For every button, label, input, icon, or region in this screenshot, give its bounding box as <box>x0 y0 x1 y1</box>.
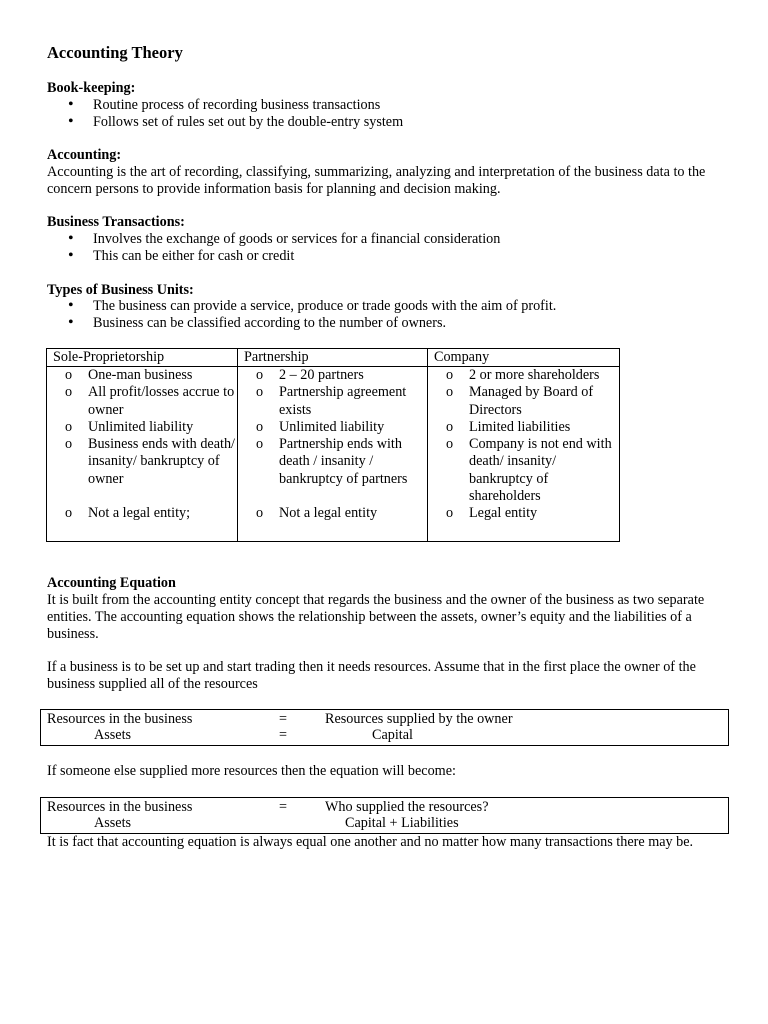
page-title: Accounting Theory <box>47 43 183 62</box>
list-item: • Follows set of rules set out by the double-entry system <box>47 114 403 131</box>
list-item: • This can be either for cash or credit <box>47 248 500 265</box>
list-item: • The business can provide a service, produce or trade goods with the aim of profit. <box>47 298 556 315</box>
equals-sign: = <box>279 727 288 743</box>
equation-paragraph-1: It is built from the accounting entity concept that regards the business and the owner of the business as two separate entities. The accounting equation shows the relationship between the assets, owner’s equity and the liabilities of a business. <box>47 592 705 642</box>
accounting-heading: Accounting: <box>47 147 122 163</box>
business-units-table <box>46 348 620 542</box>
list-item: o Partnership ends with death / insanity / bankruptcy of partners <box>244 436 427 488</box>
equation-paragraph-2: If a business is to be set up and start trading then it needs resources. Assume that in the first place the owner of the business supplied all of the resources <box>47 659 696 692</box>
transactions-heading: Business Transactions: <box>47 214 185 230</box>
list-item: o One-man business <box>53 367 237 384</box>
list-item: o Not a legal entity <box>244 505 427 522</box>
equation-right-term: Capital + Liabilities <box>345 815 459 831</box>
list-item: o Unlimited liability <box>244 419 427 436</box>
column-header-company: Company <box>428 349 620 367</box>
table-header-row <box>47 349 620 367</box>
equation-heading: Accounting Equation <box>47 575 176 591</box>
equals-sign: = <box>279 711 288 727</box>
column-header-sole-proprietorship: Sole-Proprietorship <box>47 349 238 367</box>
list-item: o Managed by Board of Directors <box>434 384 619 419</box>
sole-proprietorship-cell <box>47 367 238 542</box>
list-item: • Involves the exchange of goods or services for a financial consideration <box>47 231 500 248</box>
types-list <box>47 298 556 331</box>
list-item: • Business can be classified according to the number of owners. <box>47 315 556 332</box>
equation-paragraph-3: If someone else supplied more resources then the equation will become: <box>47 763 456 779</box>
equation-box-liabilities <box>40 797 729 834</box>
equation-right-term: Capital <box>372 727 413 743</box>
company-cell <box>428 367 620 542</box>
column-header-partnership: Partnership <box>238 349 428 367</box>
bookkeeping-list <box>47 97 403 130</box>
list-item: • Routine process of recording business transactions <box>47 97 403 114</box>
equation-box-owner <box>40 709 729 746</box>
bookkeeping-heading: Book-keeping: <box>47 80 136 96</box>
list-item: o 2 – 20 partners <box>244 367 427 384</box>
equals-sign: = <box>279 799 288 815</box>
equation-left-term: Assets <box>94 815 132 831</box>
equation-paragraph-4: It is fact that accounting equation is always equal one another and no matter how many transactions there may be. <box>47 834 694 850</box>
partnership-cell <box>238 367 428 542</box>
list-item: o Not a legal entity; <box>53 505 237 522</box>
list-item: o Partnership agreement exists <box>244 384 427 419</box>
list-item: o All profit/losses accrue to owner <box>53 384 237 419</box>
transactions-list <box>47 231 500 264</box>
equation-left-label: Resources in the business <box>47 711 193 727</box>
list-item: o Limited liabilities <box>434 419 619 436</box>
list-item: o Legal entity <box>434 505 619 522</box>
list-item: o 2 or more shareholders <box>434 367 619 384</box>
equation-left-label: Resources in the business <box>47 799 193 815</box>
types-heading: Types of Business Units: <box>47 282 194 298</box>
equation-right-label: Resources supplied by the owner <box>325 711 513 727</box>
accounting-paragraph: Accounting is the art of recording, classifying, summarizing, analyzing and interpretation of the business data to the concern persons to provide information basis for planning and decision making. <box>47 164 706 197</box>
list-item: o Unlimited liability <box>53 419 237 436</box>
list-item: o Business ends with death/ insanity/ bankruptcy of owner <box>53 436 237 488</box>
equation-right-label: Who supplied the resources? <box>325 799 489 815</box>
list-item: o Company is not end with death/ insanity/ bankruptcy of shareholders <box>434 436 619 505</box>
equation-left-term: Assets <box>94 727 132 743</box>
table-row <box>47 367 620 542</box>
